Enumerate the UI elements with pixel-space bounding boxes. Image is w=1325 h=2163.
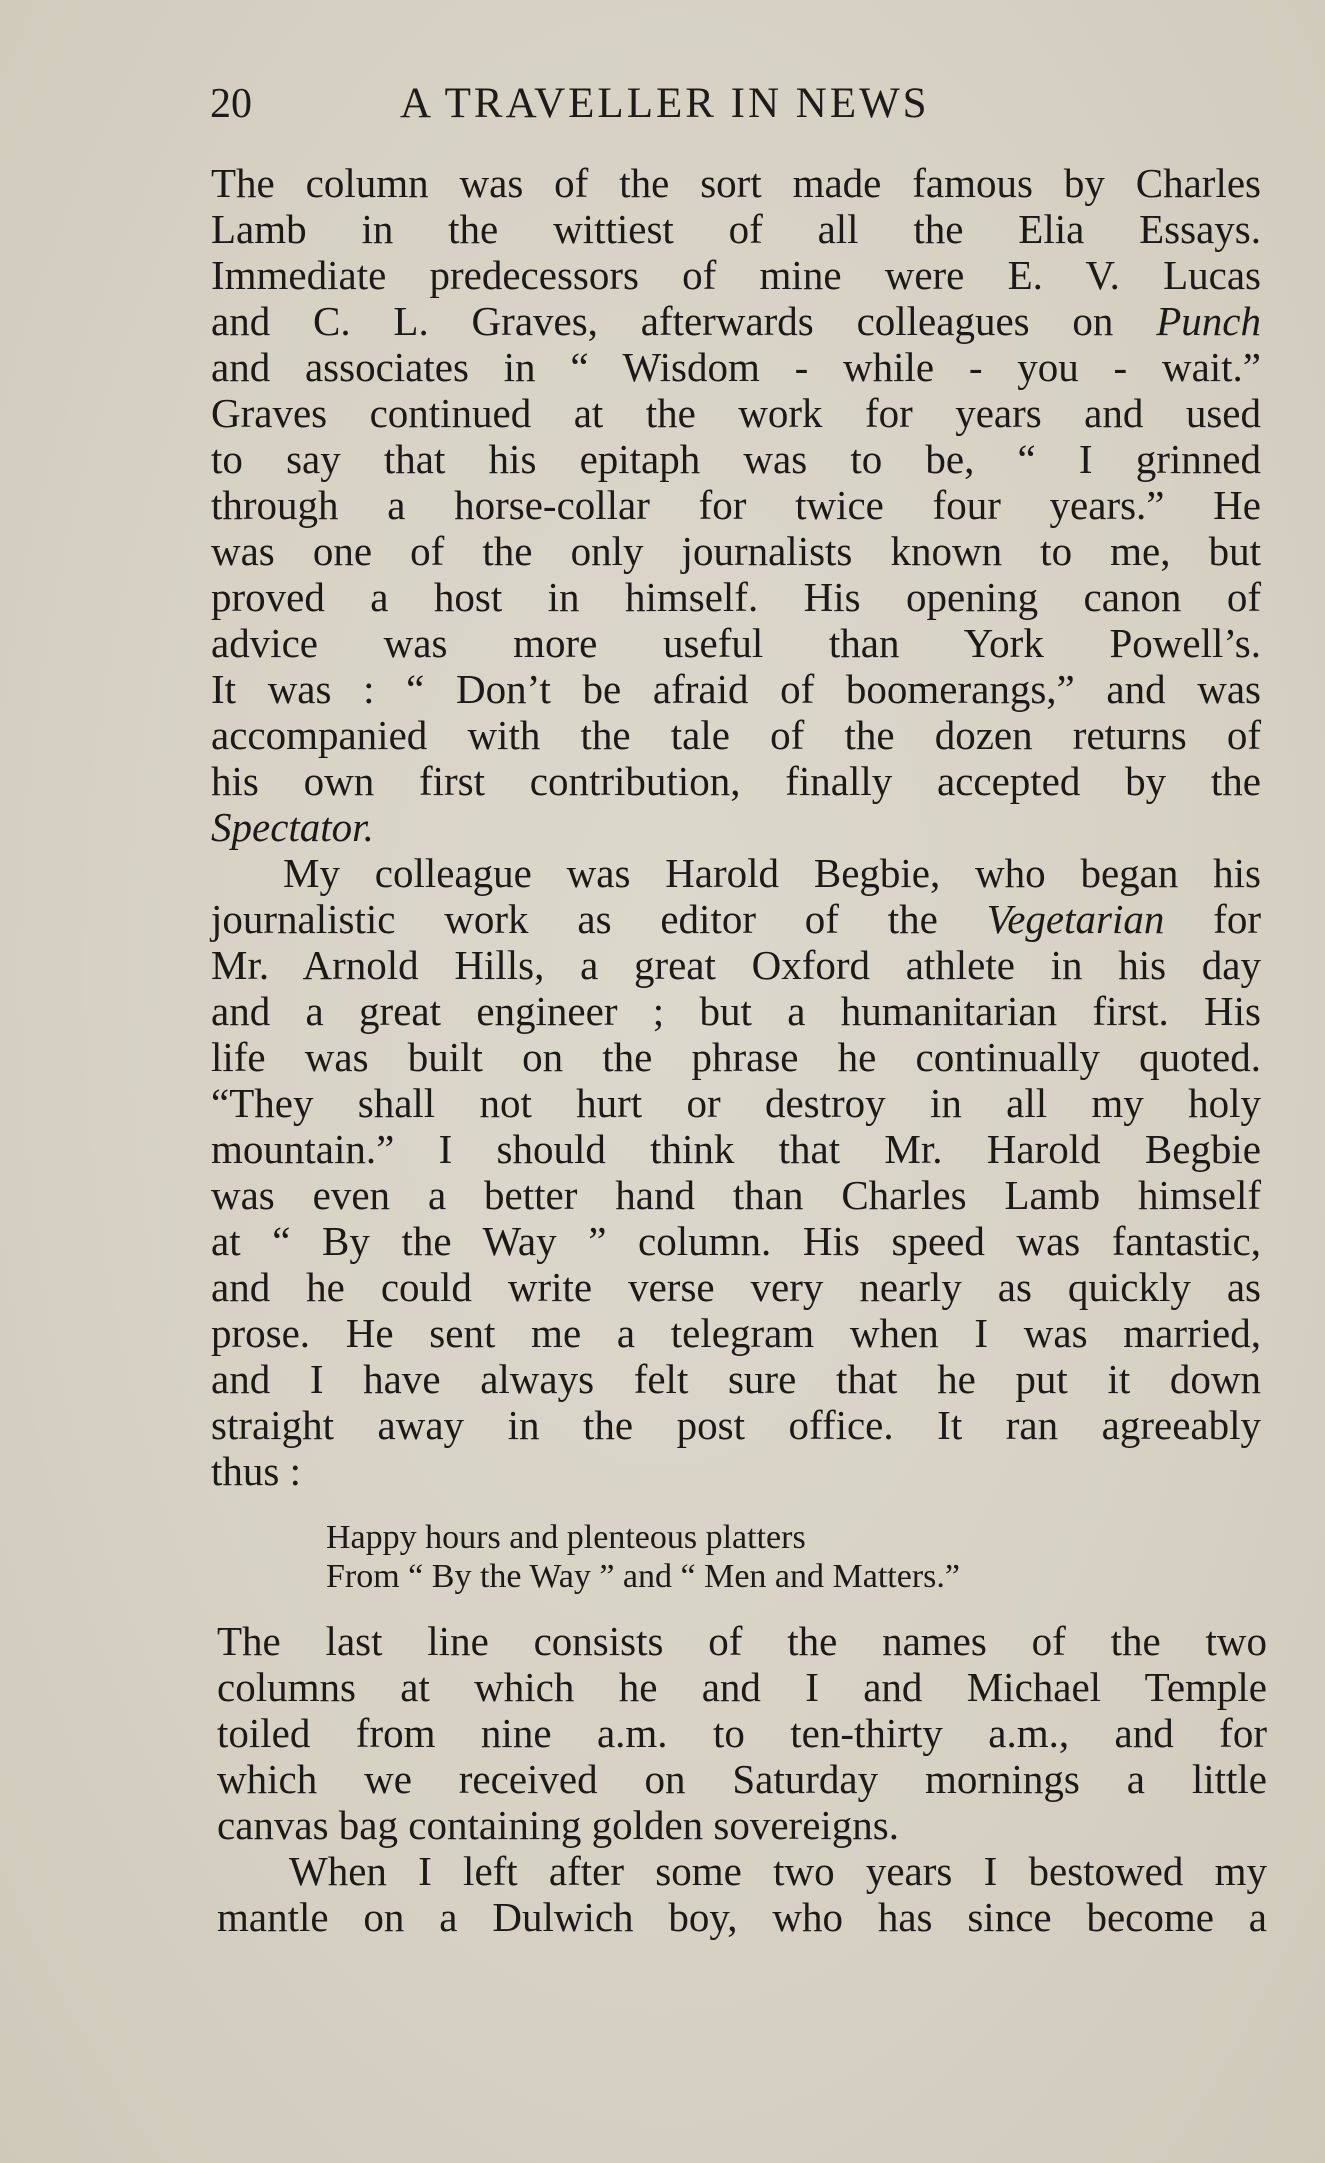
text-segment: journalistic work as editor of the — [211, 896, 987, 942]
italic-title-punch: Punch — [1156, 298, 1261, 344]
text-line: toiled from nine a.m. to ten-thirty a.m., and for — [217, 1710, 1267, 1756]
verse-line: Happy hours and plenteous platters — [326, 1519, 806, 1556]
text-segment: for — [1164, 896, 1261, 942]
text-line: was even a better hand than Charles Lamb himself — [211, 1172, 1261, 1218]
italic-title-spectator: Spectator. — [211, 804, 374, 850]
text-line — [211, 804, 1261, 850]
text-line: accompanied with the tale of the dozen returns of — [211, 712, 1261, 758]
text-line: The column was of the sort made famous by Charles — [211, 160, 1261, 206]
text-line: his own first contribution, finally accepted by the — [211, 758, 1261, 804]
running-head: A TRAVELLER IN NEWS — [400, 80, 930, 127]
text-segment: and C. L. Graves, afterwards colleagues on — [211, 298, 1157, 344]
text-line: and associates in “ Wisdom - while - you - wait.” — [211, 344, 1261, 390]
text-line: The last line consists of the names of the two — [217, 1618, 1267, 1664]
text-line: prose. He sent me a telegram when I was married, — [211, 1310, 1261, 1356]
page-number: 20 — [210, 81, 252, 127]
text-line: proved a host in himself. His opening canon of — [211, 574, 1261, 620]
page-header — [210, 76, 1062, 132]
text-line: which we received on Saturday mornings a little — [217, 1756, 1267, 1802]
text-line: columns at which he and I and Michael Temple — [217, 1664, 1267, 1710]
text-line: and I have always felt sure that he put it down — [211, 1356, 1261, 1402]
text-line: life was built on the phrase he continually quoted. — [211, 1034, 1261, 1080]
verse-line: From “ By the Way ” and “ Men and Matters.” — [326, 1558, 960, 1595]
body-text-upper — [211, 160, 1261, 1494]
text-line: Graves continued at the work for years and used — [211, 390, 1261, 436]
text-line: mantle on a Dulwich boy, who has since become a — [217, 1894, 1267, 1940]
text-line: and a great engineer ; but a humanitarian first. His — [211, 988, 1261, 1034]
text-line: Lamb in the wittiest of all the Elia Essays. — [211, 206, 1261, 252]
text-line: My colleague was Harold Begbie, who began his — [283, 850, 1261, 896]
body-text-lower — [217, 1618, 1267, 1940]
text-line: was one of the only journalists known to me, but — [211, 528, 1261, 574]
text-line: Mr. Arnold Hills, a great Oxford athlete in his day — [211, 942, 1261, 988]
text-line: When I left after some two years I bestowed my — [289, 1848, 1267, 1894]
text-line: to say that his epitaph was to be, “ I grinned — [211, 436, 1261, 482]
text-line — [211, 298, 1261, 344]
text-line: canvas bag containing golden sovereigns. — [217, 1802, 900, 1848]
text-line: and he could write verse very nearly as quickly as — [211, 1264, 1261, 1310]
text-line — [211, 896, 1261, 942]
text-line: thus : — [211, 1448, 301, 1494]
text-line: straight away in the post office. It ran agreeably — [211, 1402, 1261, 1448]
text-line: advice was more useful than York Powell’s. — [211, 620, 1261, 666]
text-line: through a horse-collar for twice four years.” He — [211, 482, 1261, 528]
verse-quote — [326, 1518, 1226, 1596]
text-line: “They shall not hurt or destroy in all my holy — [211, 1080, 1261, 1126]
text-line: at “ By the Way ” column. His speed was fantastic, — [211, 1218, 1261, 1264]
italic-title-vegetarian: Vegetarian — [986, 896, 1165, 942]
text-line: It was : “ Don’t be afraid of boomerangs,” and was — [211, 666, 1261, 712]
text-line: mountain.” I should think that Mr. Harold Begbie — [211, 1126, 1261, 1172]
text-line: Immediate predecessors of mine were E. V. Lucas — [211, 252, 1261, 298]
